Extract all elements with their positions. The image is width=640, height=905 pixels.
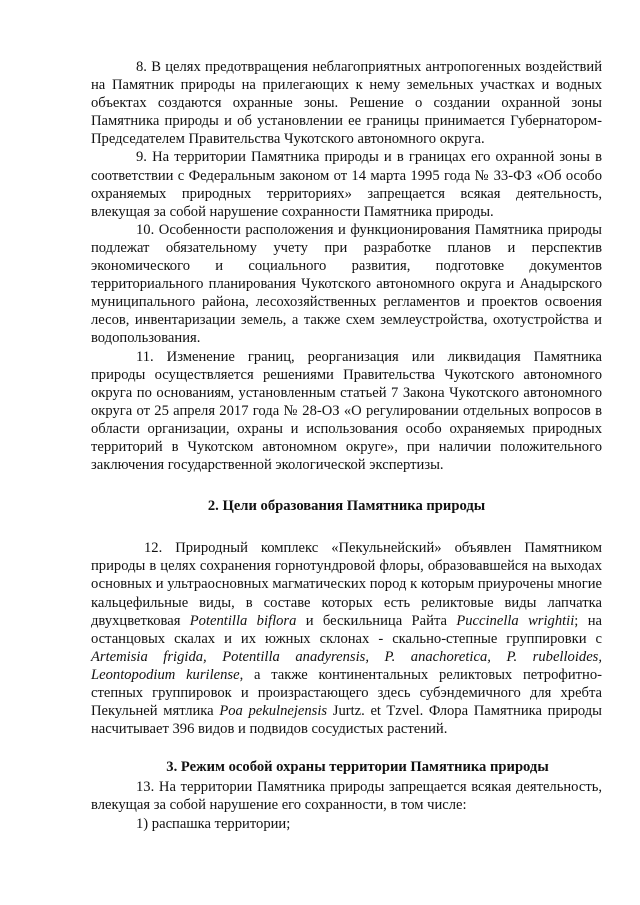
paragraph-12-text: ; на останцовых скалах и их южных склонах - скально-степные группировки с (91, 612, 602, 647)
paragraph-12-text: и бескильница Райта (296, 612, 457, 629)
paragraph-12 (91, 539, 602, 738)
paragraph-8: 8. В целях предотвращения неблагоприятных антропогенных воздействий на Памятник природы на прилегающих к нему земельных участках и водных объектах создаются охранные зоны. Решение о создании охранной зоны Памятника природы и об установлении ее границы принимается Губернатором-Председателем Правительства Чукотского автономного округа. (91, 59, 602, 148)
paragraph-9: 9. На территории Памятника природы и в границах его охранной зоны в соответствии с Федеральным законом от 14 марта 1995 года № 33-ФЗ «Об особо охраняемых природных территориях» запрещается всякая деятельность, влекущая за собой нарушение сохранности Памятника природы. (91, 149, 602, 220)
species-name: Puccinella wrightii (456, 612, 575, 629)
paragraph-12-text: Jurtz. et Tzvel. Флора Памятника природы насчитывает 396 видов и подвидов сосудистых растений. (91, 703, 602, 738)
paragraph-11: 11. Изменение границ, реорганизация или ликвидация Памятника природы осуществляется решениями Правительства Чукотского автономного округа по основаниям, установленным статьей 7 Закона Чукотского автономного округа от 25 апреля 2017 года № 28-ОЗ «О регулировании отдельных вопросов в области организации, охраны и использования особо охраняемых природных территорий в Чукотском автономном округе», при наличии положительного заключения государственной экологической экспертизы. (91, 348, 602, 474)
paragraph-12-text: , а также континентальных реликтовых петрофитно-степных группировок и произрастающего здесь субэндемичного для хребта Пекульней мятлика (91, 666, 602, 720)
species-name: Potentilla biflora (189, 612, 297, 629)
species-name: Artemisia frigida, Potentilla anadyrensis, P. anachoretica, P. rubelloides, Leontopodium kurilense (91, 648, 602, 683)
list-item-1: 1) распашка территории; (136, 815, 291, 832)
paragraph-13: 13. На территории Памятника природы запрещается всякая деятельность, влекущая за собой нарушение его сохранности, в том числе: (91, 779, 602, 814)
section-3-heading: 3. Режим особой охраны территории Памятника природы (166, 759, 549, 776)
paragraph-10: 10. Особенности расположения и функционирования Памятника природы подлежат обязательному учету при разработке планов и перспектив экономического и социального развития, подготовке документов территориального планирования Чукотского автономного округа и Анадырского муниципального района, лесохозяйственных регламентов и проектов освоения лесов, инвентаризации земель, а также схем землеустройства, охотустройства и водопользования. (91, 221, 602, 347)
paragraph-12-text: 12. Природный комплекс «Пекульнейский» объявлен Памятником природы в целях сохранения горнотундровой флоры, образовавшейся на выходах основных и ультраосновных магматических пород к которым приурочены многие кальцефильные виды, в составе которых есть реликтовые виды лапчатка двухцветковая (91, 540, 602, 629)
species-name: Poa pekulnejensis (219, 703, 328, 720)
section-2-heading: 2. Цели образования Памятника природы (207, 498, 486, 515)
